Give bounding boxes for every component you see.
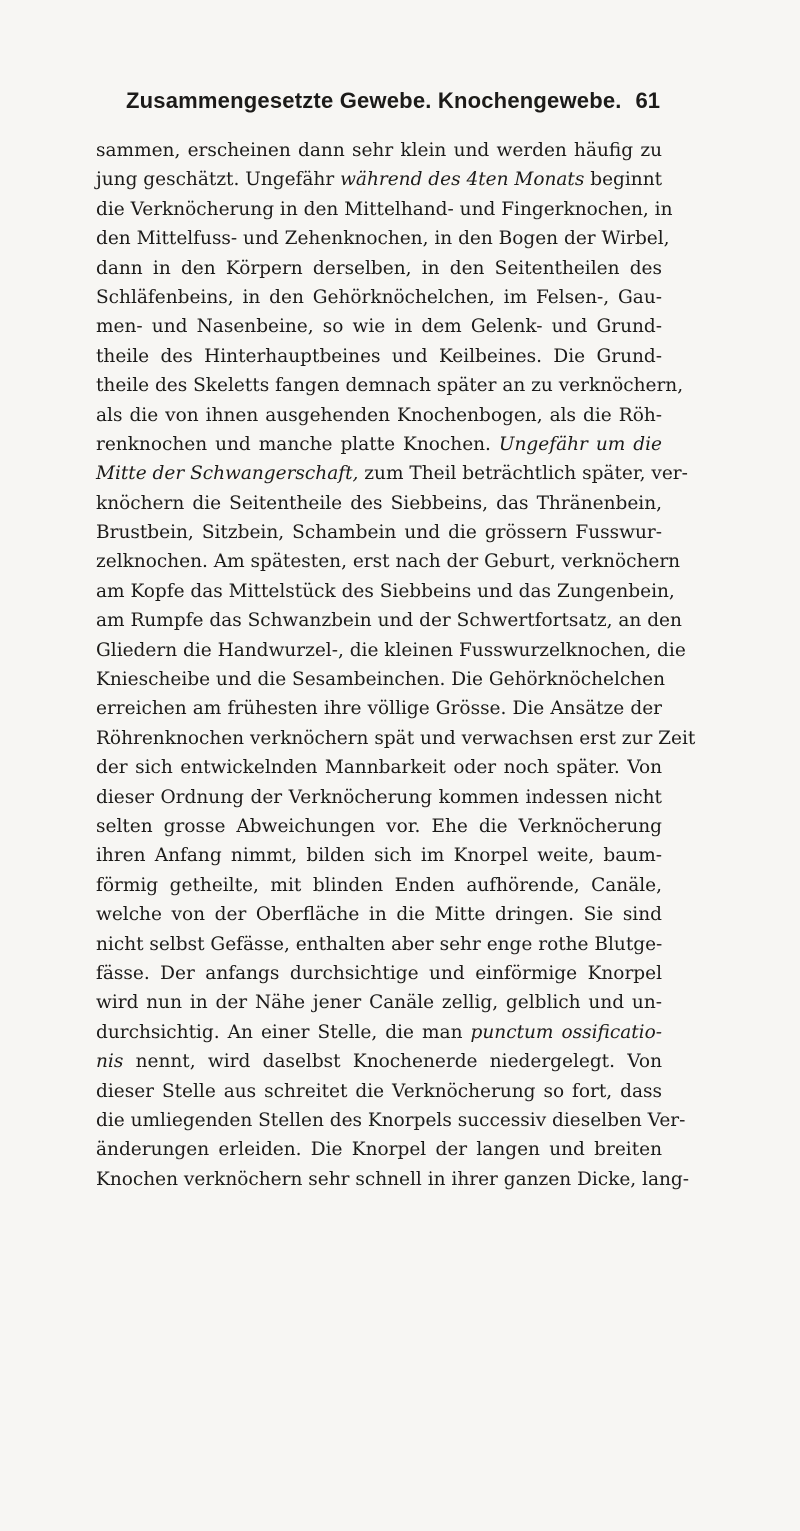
- text-line: [96, 430, 662, 459]
- text-line: [96, 283, 662, 312]
- text-segment: den Mittelfuss- und Zehenknochen, in den Bogen der Wirbel,: [96, 228, 670, 250]
- text-segment: am Rumpfe das Schwanzbein und der Schwertfortsatz, an den: [96, 610, 682, 632]
- text-line: [96, 1106, 686, 1135]
- text-segment: theile des Hinterhauptbeines und Keilbeines. Die Grund-: [96, 345, 662, 367]
- italic-text: nis: [96, 1051, 124, 1073]
- text-segment: dann in den Körpern derselben, in den Seitentheilen des: [96, 257, 662, 279]
- text-segment: Schläfenbeins, in den Gehörknöchelchen, im Felsen-, Gau-: [96, 286, 662, 308]
- text-line: [96, 1018, 662, 1047]
- text-segment: beginnt: [584, 169, 663, 191]
- text-line: [96, 165, 662, 194]
- text-segment: welche von der Oberfläche in die Mitte dringen. Sie sind: [96, 904, 662, 926]
- text-line: [96, 342, 662, 371]
- text-segment: men- und Nasenbeine, so wie in dem Gelenk- und Grund-: [96, 316, 662, 338]
- text-segment: jung geschätzt. Ungefähr: [96, 169, 341, 191]
- text-segment: erreichen am frühesten ihre völlige Grösse. Die Ansätze der: [96, 698, 662, 720]
- text-line: [96, 1165, 690, 1194]
- text-line: [96, 1047, 662, 1076]
- text-line: [96, 959, 662, 988]
- text-line: [96, 841, 662, 870]
- text-segment: renknochen und manche platte Knochen.: [96, 433, 499, 455]
- text-segment: zelknochen. Am spätesten, erst nach der Geburt, verknöchern: [96, 551, 681, 573]
- page-number: 61: [635, 88, 660, 113]
- text-segment: dieser Ordnung der Verknöcherung kommen indessen nicht: [96, 786, 662, 808]
- text-line: [96, 694, 662, 723]
- text-segment: zum Theil beträchtlich später, ver-: [358, 463, 688, 485]
- text-segment: am Kopfe das Mittelstück des Siebbeins und das Zungenbein,: [96, 580, 675, 602]
- text-segment: ihren Anfang nimmt, bilden sich im Knorpel weite, baum-: [96, 845, 662, 867]
- text-segment: durchsichtig. An einer Stelle, die man: [96, 1021, 471, 1043]
- text-segment: knöchern die Seitentheile des Siebbeins, das Thränenbein,: [96, 492, 662, 514]
- text-segment: die Verknöcherung in den Mittelhand- und Fingerknochen, in: [96, 198, 673, 220]
- italic-text: punctum ossificatio-: [470, 1021, 662, 1043]
- text-line: [96, 136, 662, 165]
- text-line: [96, 1077, 662, 1106]
- text-line: [96, 665, 666, 694]
- italic-text: Mitte der Schwangerschaft,: [96, 463, 359, 485]
- text-line: [96, 489, 662, 518]
- text-line: [96, 636, 686, 665]
- text-line: [96, 988, 662, 1017]
- running-title: Zusammengesetzte Gewebe. Knochengewebe.: [126, 88, 622, 113]
- text-line: [96, 371, 684, 400]
- text-segment: die umliegenden Stellen des Knorpels successiv dieselben Ver-: [96, 1109, 686, 1131]
- text-segment: Gliedern die Handwurzel-, die kleinen Fusswurzelknochen, die: [96, 639, 686, 661]
- text-line: [96, 1135, 662, 1164]
- text-line: [96, 254, 662, 283]
- text-segment: förmig getheilte, mit blinden Enden aufhörende, Canäle,: [96, 874, 662, 896]
- text-segment: Brustbein, Sitzbein, Schambein und die grössern Fusswur-: [96, 522, 662, 544]
- text-line: [96, 753, 662, 782]
- text-segment: dieser Stelle aus schreitet die Verknöcherung so fort, dass: [96, 1080, 662, 1102]
- text-line: [96, 930, 662, 959]
- page-header: [126, 88, 660, 122]
- text-segment: nicht selbst Gefässe, enthalten aber sehr enge rothe Blutge-: [96, 933, 663, 955]
- text-line: [96, 724, 696, 753]
- text-segment: Kniescheibe und die Sesambeinchen. Die Gehörknöchelchen: [96, 669, 666, 691]
- text-segment: nennt, wird daselbst Knochenerde niedergelegt. Von: [123, 1051, 662, 1073]
- text-line: [96, 812, 662, 841]
- text-segment: als die von ihnen ausgehenden Knochenbogen, als die Röh-: [96, 404, 662, 426]
- text-segment: fässe. Der anfangs durchsichtige und einförmige Knorpel: [96, 962, 662, 984]
- text-segment: wird nun in der Nähe jener Canäle zellig, gelblich und un-: [96, 992, 662, 1014]
- text-line: [96, 606, 682, 635]
- text-line: [96, 224, 670, 253]
- text-line: [96, 871, 662, 900]
- text-segment: theile des Skeletts fangen demnach später an zu verknöchern,: [96, 375, 684, 397]
- text-line: [96, 547, 681, 576]
- text-segment: Knochen verknöchern sehr schnell in ihrer ganzen Dicke, lang-: [96, 1168, 690, 1190]
- text-line: [96, 195, 673, 224]
- italic-text: Ungefähr um die: [498, 433, 662, 455]
- text-segment: selten grosse Abweichungen vor. Ehe die Verknöcherung: [96, 815, 662, 837]
- italic-text: während des 4ten Monats: [340, 169, 585, 191]
- text-line: [96, 577, 675, 606]
- text-segment: sammen, erscheinen dann sehr klein und werden häufig zu: [96, 140, 662, 161]
- text-segment: Röhrenknochen verknöchern spät und verwachsen erst zur Zeit: [96, 727, 696, 749]
- text-line: [96, 401, 662, 430]
- text-line: [96, 518, 662, 547]
- text-line: [96, 459, 688, 488]
- body-text: [96, 136, 696, 1194]
- text-line: [96, 312, 662, 341]
- text-segment: der sich entwickelnden Mannbarkeit oder noch später. Von: [96, 757, 662, 779]
- text-line: [96, 783, 662, 812]
- text-line: [96, 900, 662, 929]
- text-segment: änderungen erleiden. Die Knorpel der langen und breiten: [96, 1139, 662, 1161]
